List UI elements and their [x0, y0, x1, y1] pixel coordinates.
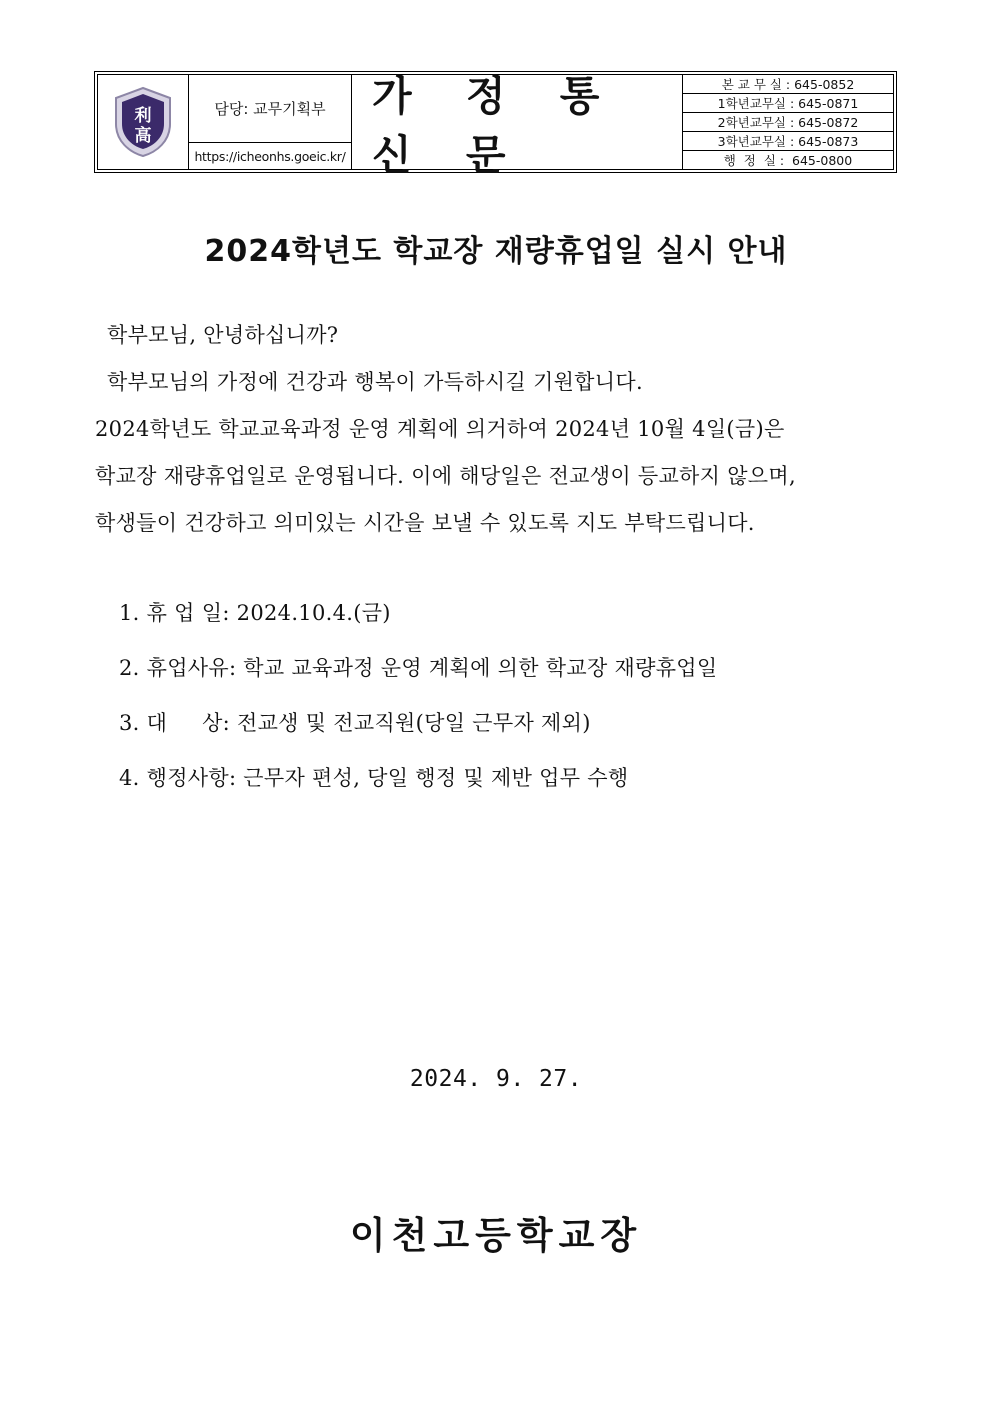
phone-row: 3학년교무실 : 645-0873 — [683, 132, 893, 151]
svg-text:利: 利 — [134, 106, 152, 126]
phone-row: 1학년교무실 : 645-0871 — [683, 94, 893, 113]
list-item: 2. 휴업사유: 학교 교육과정 운영 계획에 의한 학교장 재량휴업일 — [119, 656, 718, 680]
newsletter-title: 가 정 통 신 문 — [352, 75, 683, 169]
paragraph-line: 학교장 재량휴업일로 운영됩니다. 이에 해당일은 전교생이 등교하지 않으며, — [95, 464, 796, 488]
greeting-line: 학부모님의 가정에 건강과 행복이 가득하시길 기원합니다. — [107, 370, 643, 394]
list-item: 4. 행정사항: 근무자 편성, 당일 행정 및 제반 업무 수행 — [119, 766, 629, 790]
letter-body — [95, 312, 897, 547]
list-item: 1. 휴 업 일: 2024.10.4.(금) — [119, 601, 391, 625]
list-item: 3. 대 상: 전교생 및 전교직원(당일 근무자 제외) — [119, 711, 591, 735]
header-table — [97, 72, 894, 179]
signer-name: 이천고등학교장 — [349, 1213, 643, 1257]
details-list — [119, 586, 879, 806]
document-title: 2024학년도 학교장 재량휴업일 실시 안내 — [204, 234, 788, 269]
phone-row: 본 교 무 실 : 645-0852 — [683, 75, 893, 94]
department-label: 담당: 교무기획부 — [189, 75, 351, 143]
paragraph-line: 학생들이 건강하고 의미있는 시간을 보낼 수 있도록 지도 부탁드립니다. — [95, 511, 755, 535]
issue-date: 2024. 9. 27. — [409, 1066, 583, 1092]
department-cell — [189, 75, 352, 169]
greeting-line: 학부모님, 안녕하십니까? — [107, 323, 339, 347]
phone-row: 2학년교무실 : 645-0872 — [683, 113, 893, 132]
newsletter-header — [94, 71, 897, 179]
svg-text:高: 高 — [134, 126, 152, 146]
school-emblem-icon — [112, 86, 174, 158]
phone-row: 행 정 실 : 645-0800 — [723, 153, 853, 168]
school-url[interactable]: https://icheonhs.goeic.kr/ — [194, 148, 346, 164]
logo-cell — [98, 75, 189, 169]
phone-directory — [683, 75, 893, 169]
paragraph-line: 2024학년도 학교교육과정 운영 계획에 의거하여 2024년 10월 4일(금)은 — [95, 417, 785, 441]
